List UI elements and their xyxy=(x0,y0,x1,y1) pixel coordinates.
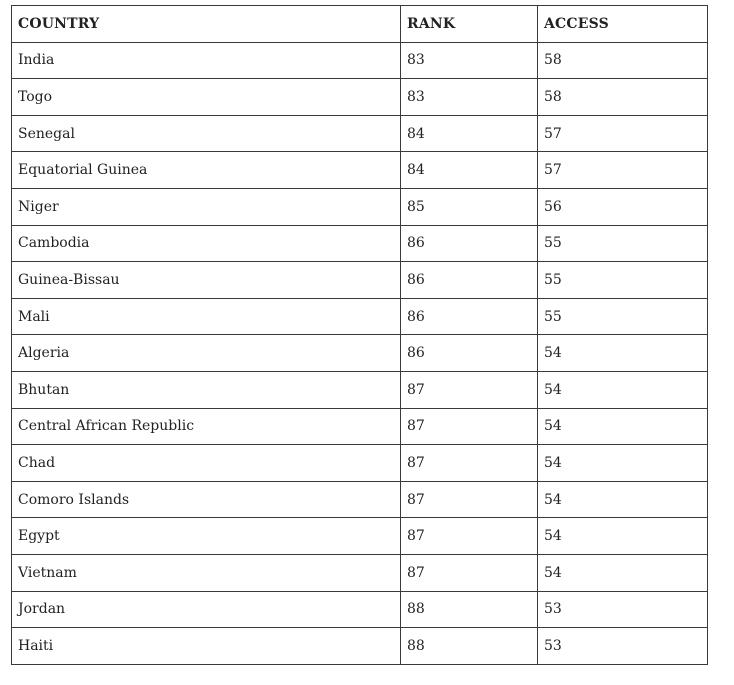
table-row xyxy=(12,225,708,262)
access-cell: 55 xyxy=(538,298,708,335)
access-cell: 57 xyxy=(538,152,708,189)
table-row xyxy=(12,518,708,555)
table-row xyxy=(12,335,708,372)
rank-cell: 86 xyxy=(401,225,538,262)
rank-cell: 88 xyxy=(401,628,538,665)
table-row xyxy=(12,408,708,445)
access-cell: 54 xyxy=(538,371,708,408)
table-row xyxy=(12,554,708,591)
access-cell: 55 xyxy=(538,262,708,299)
rank-cell: 84 xyxy=(401,152,538,189)
country-cell: Cambodia xyxy=(12,225,401,262)
access-cell: 54 xyxy=(538,481,708,518)
table-row xyxy=(12,371,708,408)
rank-cell: 85 xyxy=(401,188,538,225)
access-cell: 56 xyxy=(538,188,708,225)
access-cell: 54 xyxy=(538,518,708,555)
access-cell: 53 xyxy=(538,591,708,628)
access-cell: 58 xyxy=(538,79,708,116)
country-rank-table xyxy=(11,5,708,665)
access-cell: 58 xyxy=(538,42,708,79)
table-row xyxy=(12,188,708,225)
table-body xyxy=(12,42,708,664)
rank-cell: 83 xyxy=(401,42,538,79)
header-rank: RANK xyxy=(401,6,538,43)
country-cell: Bhutan xyxy=(12,371,401,408)
table-container xyxy=(11,5,708,665)
table-row xyxy=(12,628,708,665)
table-row xyxy=(12,79,708,116)
table-row xyxy=(12,298,708,335)
country-cell: Niger xyxy=(12,188,401,225)
access-cell: 55 xyxy=(538,225,708,262)
country-cell: Equatorial Guinea xyxy=(12,152,401,189)
rank-cell: 87 xyxy=(401,371,538,408)
country-cell: Chad xyxy=(12,445,401,482)
country-cell: Comoro Islands xyxy=(12,481,401,518)
rank-cell: 87 xyxy=(401,445,538,482)
country-cell: Togo xyxy=(12,79,401,116)
table-row xyxy=(12,262,708,299)
country-cell: Haiti xyxy=(12,628,401,665)
access-cell: 54 xyxy=(538,408,708,445)
country-cell: Senegal xyxy=(12,115,401,152)
country-cell: Egypt xyxy=(12,518,401,555)
country-cell: Algeria xyxy=(12,335,401,372)
rank-cell: 86 xyxy=(401,298,538,335)
access-cell: 54 xyxy=(538,554,708,591)
rank-cell: 84 xyxy=(401,115,538,152)
country-cell: Guinea-Bissau xyxy=(12,262,401,299)
rank-cell: 87 xyxy=(401,481,538,518)
table-header-row xyxy=(12,6,708,43)
header-access: ACCESS xyxy=(538,6,708,43)
rank-cell: 86 xyxy=(401,262,538,299)
rank-cell: 88 xyxy=(401,591,538,628)
rank-cell: 87 xyxy=(401,408,538,445)
country-cell: Jordan xyxy=(12,591,401,628)
rank-cell: 86 xyxy=(401,335,538,372)
access-cell: 54 xyxy=(538,445,708,482)
table-row xyxy=(12,42,708,79)
country-cell: Mali xyxy=(12,298,401,335)
rank-cell: 83 xyxy=(401,79,538,116)
table-row xyxy=(12,445,708,482)
header-country: COUNTRY xyxy=(12,6,401,43)
access-cell: 57 xyxy=(538,115,708,152)
access-cell: 53 xyxy=(538,628,708,665)
country-cell: India xyxy=(12,42,401,79)
table-row xyxy=(12,152,708,189)
rank-cell: 87 xyxy=(401,518,538,555)
rank-cell: 87 xyxy=(401,554,538,591)
country-cell: Vietnam xyxy=(12,554,401,591)
table-row xyxy=(12,591,708,628)
table-row xyxy=(12,481,708,518)
country-cell: Central African Republic xyxy=(12,408,401,445)
access-cell: 54 xyxy=(538,335,708,372)
table-row xyxy=(12,115,708,152)
